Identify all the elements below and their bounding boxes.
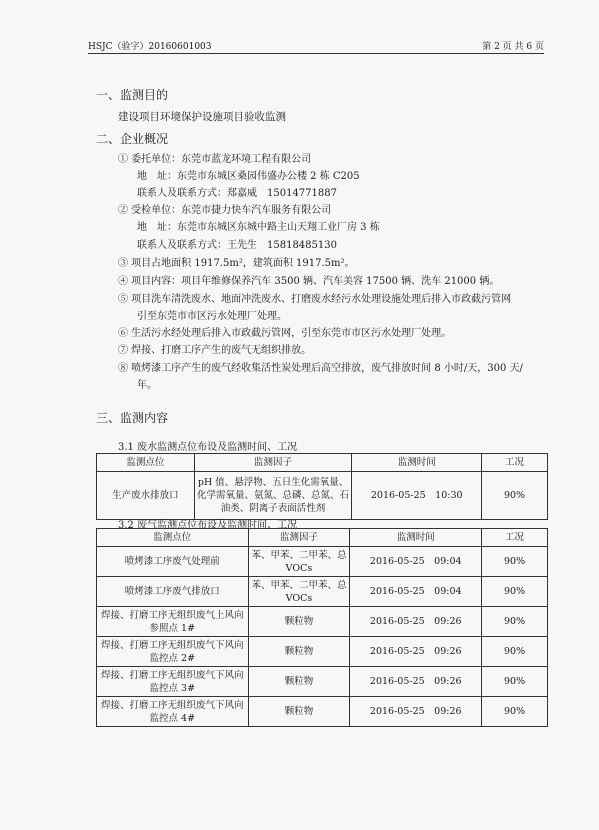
inspected-address: 地 址：东莞市东城区东城中路主山天翔工业厂房 3 栋 xyxy=(137,222,380,233)
wastewater-monitoring-table xyxy=(96,453,548,520)
table-row xyxy=(97,637,548,667)
header-cell: 监测点位 xyxy=(97,529,249,547)
table-cell: 生产废水排放口 xyxy=(97,472,195,520)
table-row xyxy=(97,667,548,697)
table-cell: 苯、甲苯、二甲苯、总 VOCs xyxy=(248,547,350,577)
table-row xyxy=(97,577,548,607)
table-cell: 焊接、打磨工序无组织废气上风向参照点 1# xyxy=(97,607,249,637)
table-cell: 90% xyxy=(482,697,548,727)
table-cell: 2016-05-25 09:04 xyxy=(350,547,482,577)
table-row xyxy=(97,472,548,520)
table-cell: 2016-05-25 10:30 xyxy=(352,472,482,520)
table-cell: 90% xyxy=(482,667,548,697)
inspected-unit: ② 受检单位：东莞市捷力快车汽车服务有限公司 xyxy=(118,205,332,216)
table-1-caption: 3.1 废水监测点位布设及监测时间、工况 xyxy=(118,442,298,453)
table-cell: 喷烤漆工序废气排放口 xyxy=(97,577,249,607)
client-contact: 联系人及联系方式：郑嘉威 15014771887 xyxy=(137,188,337,199)
table-cell: 90% xyxy=(482,607,548,637)
welding-emission: ⑦ 焊接、打磨工序产生的废气无组织排放。 xyxy=(118,345,312,356)
table-cell: 2016-05-25 09:26 xyxy=(350,697,482,727)
table-cell: 2016-05-25 09:26 xyxy=(350,607,482,637)
section-1-text: 建设项目环境保护设施项目验收监测 xyxy=(118,111,286,123)
report-code: HSJC（验字）20160601003 xyxy=(88,42,212,52)
section-2-title: 二、企业概况 xyxy=(96,132,169,146)
header-cell: 监测时间 xyxy=(350,529,482,547)
section-1-title: 一、监测目的 xyxy=(96,88,169,102)
table-cell: 喷烤漆工序废气处理前 xyxy=(97,547,249,577)
table-row xyxy=(97,547,548,577)
header-cell: 监测点位 xyxy=(97,454,195,472)
table-2-caption: 3.2 废气监测点位布设及监测时间、工况 xyxy=(118,520,298,531)
domestic-sewage: ⑥ 生活污水经处理后排入市政截污管网，引至东莞市市区污水处理厂处理。 xyxy=(118,328,452,339)
section-3-title: 三、监测内容 xyxy=(96,411,169,425)
header-cell: 工况 xyxy=(482,529,548,547)
painting-emission: ⑧ 喷烤漆工序产生的废气经收集活性炭处理后高空排放，废气排放时间 8 小时/天，300 天/ xyxy=(118,363,523,374)
table-header-row xyxy=(97,454,548,472)
header-cell: 监测因子 xyxy=(194,454,352,472)
exhaust-monitoring-table xyxy=(96,528,548,727)
table-cell: 颗粒物 xyxy=(248,607,350,637)
table-cell: 颗粒物 xyxy=(248,667,350,697)
table-cell: 焊接、打磨工序无组织废气下风向监控点 3# xyxy=(97,667,249,697)
table-header-row xyxy=(97,529,548,547)
wastewater-treatment: ⑤ 项目洗车清洗废水、地面冲洗废水、打磨废水经污水处理设施处理后排入市政截污管网 xyxy=(118,294,512,305)
table-row xyxy=(97,697,548,727)
wastewater-treatment-cont: 引至东莞市市区污水处理厂处理。 xyxy=(137,311,287,322)
table-cell: 苯、甲苯、二甲苯、总 VOCs xyxy=(248,577,350,607)
page-number: 第 2 页 共 6 页 xyxy=(482,42,544,52)
project-area: ③ 项目占地面积 1917.5m²，建筑面积 1917.5m²。 xyxy=(118,258,355,269)
table-cell: 2016-05-25 09:04 xyxy=(350,577,482,607)
table-cell: 颗粒物 xyxy=(248,637,350,667)
table-cell: 2016-05-25 09:26 xyxy=(350,637,482,667)
table-cell: 90% xyxy=(482,472,548,520)
client-unit: ① 委托单位：东莞市蓝龙环境工程有限公司 xyxy=(118,154,312,165)
table-cell: 焊接、打磨工序无组织废气下风向监控点 4# xyxy=(97,697,249,727)
header-cell: 监测时间 xyxy=(352,454,482,472)
table-cell: 90% xyxy=(482,577,548,607)
page-header xyxy=(88,38,544,52)
header-cell: 工况 xyxy=(482,454,548,472)
project-content: ④ 项目内容：项目年维修保养汽车 3500 辆、汽车美容 17500 辆、洗车 21000 辆。 xyxy=(118,276,500,287)
table-cell: 90% xyxy=(482,637,548,667)
header-cell: 监测因子 xyxy=(248,529,350,547)
table-cell: 90% xyxy=(482,547,548,577)
table-cell: 焊接、打磨工序无组织废气下风向监控点 2# xyxy=(97,637,249,667)
table-cell: 颗粒物 xyxy=(248,697,350,727)
table-cell: 2016-05-25 09:26 xyxy=(350,667,482,697)
client-address: 地 址：东莞市东城区桑园伟盛办公楼 2 栋 C205 xyxy=(137,171,360,182)
header-divider xyxy=(88,53,544,54)
painting-emission-cont: 年。 xyxy=(137,380,157,391)
table-row xyxy=(97,607,548,637)
table-cell: pH 值、悬浮物、五日生化需氧量、化学需氧量、氨氮、总磷、总氮、石油类、阴离子表面活性剂 xyxy=(194,472,352,520)
inspected-contact: 联系人及联系方式：王先生 15818485130 xyxy=(137,240,337,251)
